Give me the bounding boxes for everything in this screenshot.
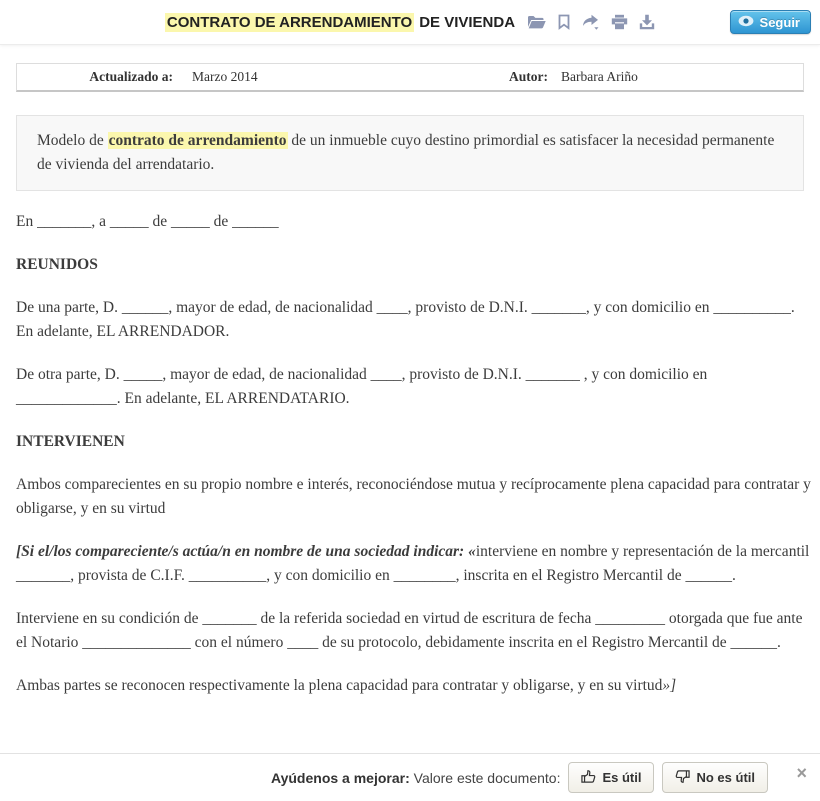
folder-icon[interactable] [527,15,546,30]
paragraph-party-one: De una parte, D. ______, mayor de edad, de nacionalidad ____, provisto de D.N.I. _______, y con domicilio en __________. En adelante, EL ARRENDADOR. [16,299,795,340]
print-icon[interactable] [611,14,628,30]
eye-icon [738,15,754,30]
document-meta-bar [16,63,804,92]
bookmark-icon[interactable] [557,14,571,30]
document-summary-box [16,115,804,191]
feedback-prompt-rest: Valore este documento: [409,769,561,786]
not-useful-button-label: No es útil [696,770,755,785]
summary-highlight: contrato de arrendamiento [108,132,287,149]
feedback-prompt [271,770,560,786]
summary-text-before: Modelo de [37,132,108,149]
closing-suffix: »] [662,677,677,694]
feedback-prompt-bold: Ayúdenos a mejorar: [271,769,410,786]
useful-button[interactable] [568,762,654,793]
follow-button-label: Seguir [759,14,800,30]
page-title-rest: DE VIVIENDA [419,13,516,31]
paragraph-notary: Interviene en su condición de _______ de la referida sociedad en virtud de escritura de fecha _________ otorgada que fue ante el Notario ______________ con el número ____ de su protocolo, debidamente inscrita en el Registro Mercantil de ______. [16,610,803,651]
updated-value: Marzo 2014 [192,69,258,84]
author-value: Barbara Ariño [561,69,638,84]
thumbs-down-icon [675,769,690,787]
date-line: En _______, a _____ de _____ de ______ [16,213,279,230]
paragraph-closing [16,674,812,698]
heading-reunidos: REUNIDOS [16,256,98,273]
feedback-bar [0,753,820,801]
title-group [165,14,655,31]
paragraph-party-two: De otra parte, D. _____, mayor de edad, de nacionalidad ____, provisto de D.N.I. _______ , y con domicilio en _____________. En adelante, EL ARRENDATARIO. [16,366,708,407]
not-useful-button[interactable] [662,762,768,793]
document-action-icons [527,14,655,30]
company-note-lead: [Si el/los compareciente/s actúa/n en nombre de una sociedad indicar: « [16,543,476,560]
author-label: Autor: [509,69,548,84]
paragraph-capacity: Ambos comparecientes en su propio nombre e interés, reconociéndose mutua y recíprocamente plena capacidad para contratar y obligarse, y en su virtud [16,476,811,517]
company-note-rest: interviene en nombre y representación de la mercantil _______, provista de C.I.F. __________, y con domicilio en ________, inscrita en el Registro Mercantil de ______. [16,543,810,584]
close-icon[interactable]: × [796,763,807,783]
updated-label: Actualizado a: [89,69,173,84]
follow-button[interactable] [730,10,811,34]
page-title [165,14,515,31]
paragraph-company-note [16,540,812,588]
summary-text-after: de un inmueble cuyo destino primordial es satisfacer la necesidad permanente de vivienda del arrendatario. [37,132,775,173]
document-header [0,0,820,45]
download-icon[interactable] [639,14,655,30]
page-title-highlight: CONTRATO DE ARRENDAMIENTO [166,13,413,31]
thumbs-up-icon [581,769,596,787]
document-body [16,210,812,698]
share-icon[interactable] [582,14,600,30]
closing-text: Ambas partes se reconocen respectivamente la plena capacidad para contratar y obligarse, y en su virtud [16,677,663,694]
heading-intervienen: INTERVIENEN [16,433,125,450]
useful-button-label: Es útil [602,770,642,785]
